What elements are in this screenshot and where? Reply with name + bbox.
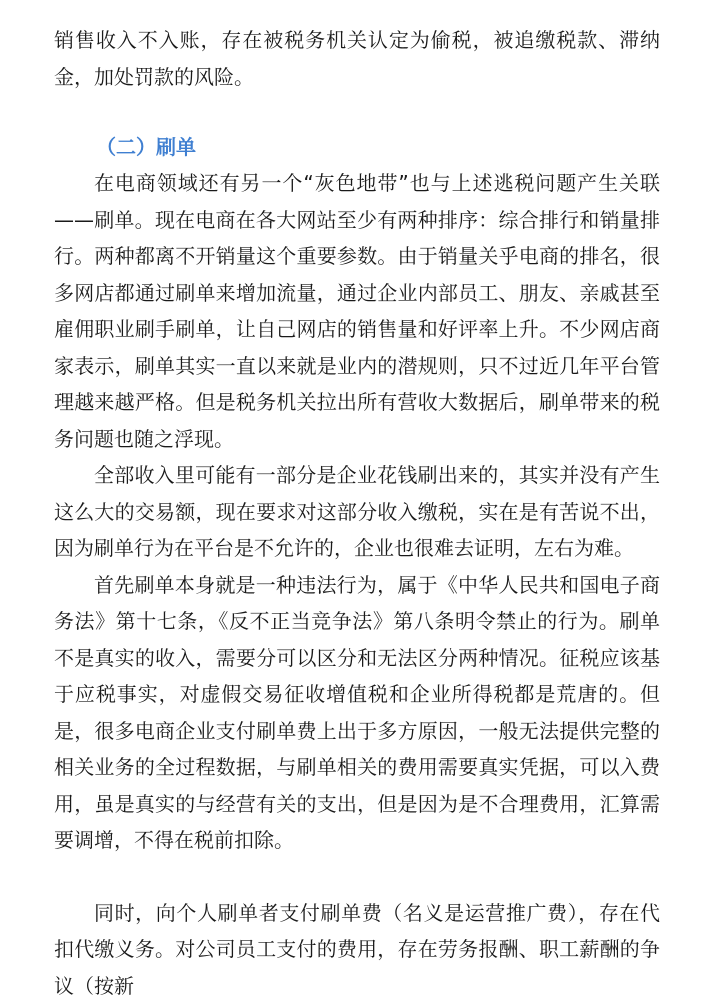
intro-paragraph: 销售收入不入账，存在被税务机关认定为偷税，被追缴税款、滞纳金，加处罚款的风险。 <box>54 22 660 95</box>
paragraph-withholding: 同时，向个人刷单者支付刷单费（名义是运营推广费），存在代扣代缴义务。对公司员工支付的费用，存在劳务报酬、职工薪酬的争议（按新 <box>54 895 660 1004</box>
section-heading: （二）刷单 <box>54 129 660 165</box>
paragraph-brushing-intro: 在电商领域还有另一个“灰色地带”也与上述逃税问题产生关联——刷单。现在电商在各大网站至少有两种排序：综合排行和销量排行。两种都离不开销量这个重要参数。由于销量关乎电商的排名，很多网店都通过刷单来增加流量，通过企业内部员工、朋友、亲戚甚至雇佣职业刷手刷单，让自己网店的销售量和好评率上升。不少网店商家表示，刷单其实一直以来就是业内的潜规则，只不过近几年平台管理越来越严格。但是税务机关拉出所有营收大数据后，刷单带来的税务问题也随之浮现。 <box>54 165 660 457</box>
paragraph-income-issue: 全部收入里可能有一部分是企业花钱刷出来的，其实并没有产生这么大的交易额，现在要求对这部分收入缴税，实在是有苦说不出，因为刷单行为在平台是不允许的，企业也很难去证明，左右为难。 <box>54 457 660 567</box>
paragraph-legal-analysis: 首先刷单本身就是一种违法行为，属于《中华人民共和国电子商务法》第十七条，《反不正当竞争法》第八条明令禁止的行为。刷单不是真实的收入，需要分可以区分和无法区分两种情况。征税应该基于应税事实，对虚假交易征收增值税和企业所得税都是荒唐的。但是，很多电商企业支付刷单费上出于多方原因，一般无法提供完整的相关业务的全过程数据，与刷单相关的费用需要真实凭据，可以入费用，虽是真实的与经营有关的支出，但是因为是不合理费用，汇算需要调增，不得在税前扣除。 <box>54 567 660 859</box>
